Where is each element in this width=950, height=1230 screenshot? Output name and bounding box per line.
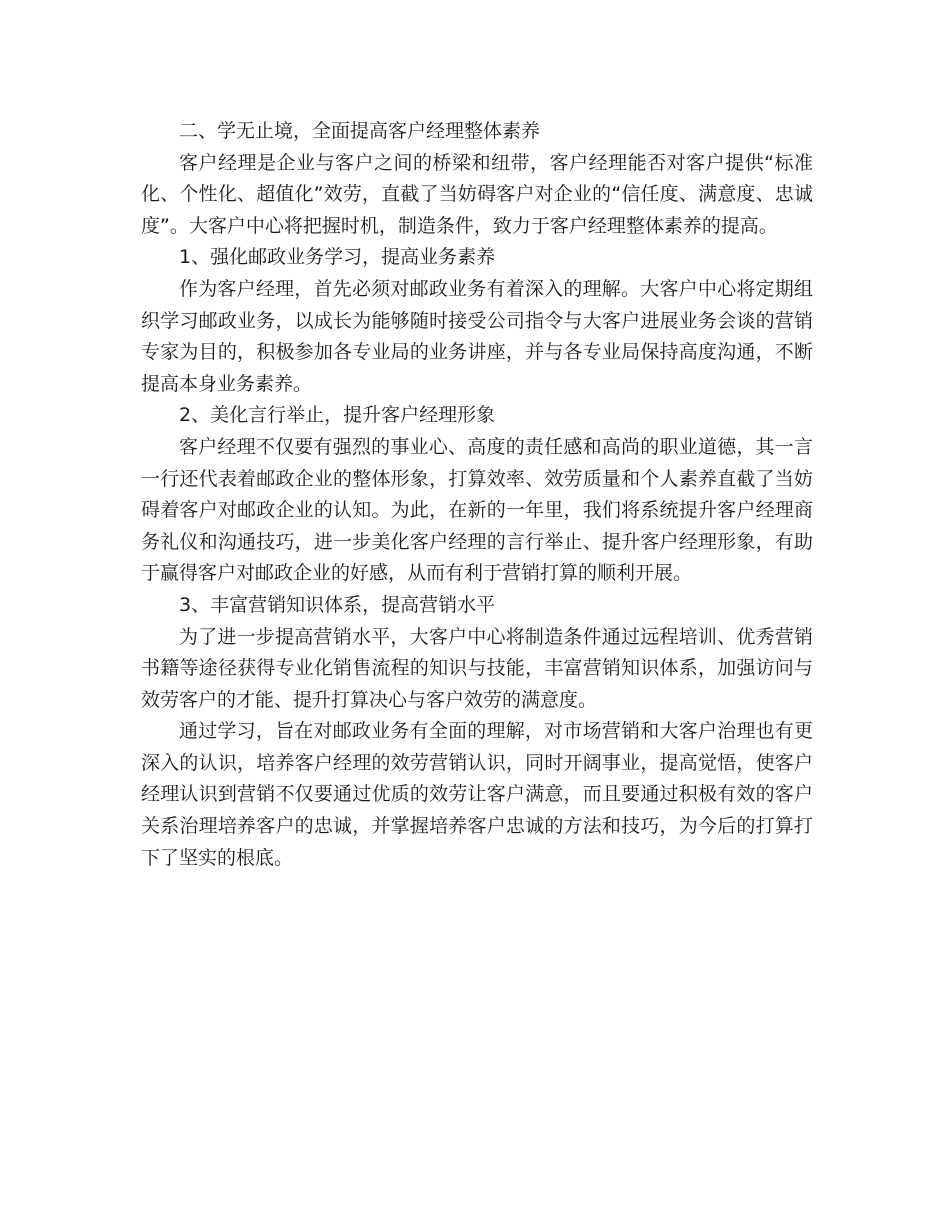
section-heading: 二、学无止境，全面提高客户经理整体素养 <box>179 120 541 142</box>
document-body <box>141 116 813 874</box>
subsection-heading: 2、美化言行举止，提升客户经理形象 <box>179 404 496 427</box>
subsection-heading: 1、强化邮政业务学习，提高业务素养 <box>179 246 496 269</box>
body-paragraph: 客户经理是企业与客户之间的桥梁和纽带，客户经理能否对客户提供“标准化、个性化、超值化”效劳，直截了当妨碍客户对企业的“信任度、满意度、忠诚度”。大客户中心将把握时机，制造条件，致力于客户经理整体素养的提高。 <box>141 151 813 237</box>
body-paragraph: 客户经理不仅要有强烈的事业心、高度的责任感和高尚的职业道德，其一言一行还代表着邮政企业的整体形象，打算效率、效劳质量和个人素养直截了当妨碍着客户对邮政企业的认知。为此，在新的一年里，我们将系统提升客户经理商务礼仪和沟通技巧，进一步美化客户经理的言行举止、提升客户经理形象，有助于赢得客户对邮政企业的好感，从而有利于营销打算的顺利开展。 <box>141 435 813 585</box>
body-paragraph: 作为客户经理，首先必须对邮政业务有着深入的理解。大客户中心将定期组织学习邮政业务，以成长为能够随时接受公司指令与大客户进展业务会谈的营销专家为目的，积极参加各专业局的业务讲座，并与各专业局保持高度沟通，不断提高本身业务素养。 <box>141 277 813 395</box>
body-paragraph: 为了进一步提高营销水平，大客户中心将制造条件通过远程培训、优秀营销书籍等途径获得专业化销售流程的知识与技能，丰富营销知识体系，加强访问与效劳客户的才能、提升打算决心与客户效劳的满意度。 <box>141 625 813 711</box>
body-paragraph: 通过学习，旨在对邮政业务有全面的理解，对市场营销和大客户治理也有更深入的认识，培养客户经理的效劳营销认识，同时开阔事业，提高觉悟，使客户经理认识到营销不仅要通过优质的效劳让客户满意，而且要通过积极有效的客户关系治理培养客户的忠诚，并掌握培养客户忠诚的方法和技巧，为今后的打算打下了坚实的根底。 <box>141 720 813 869</box>
subsection-heading: 3、丰富营销知识体系，提高营销水平 <box>179 593 496 616</box>
